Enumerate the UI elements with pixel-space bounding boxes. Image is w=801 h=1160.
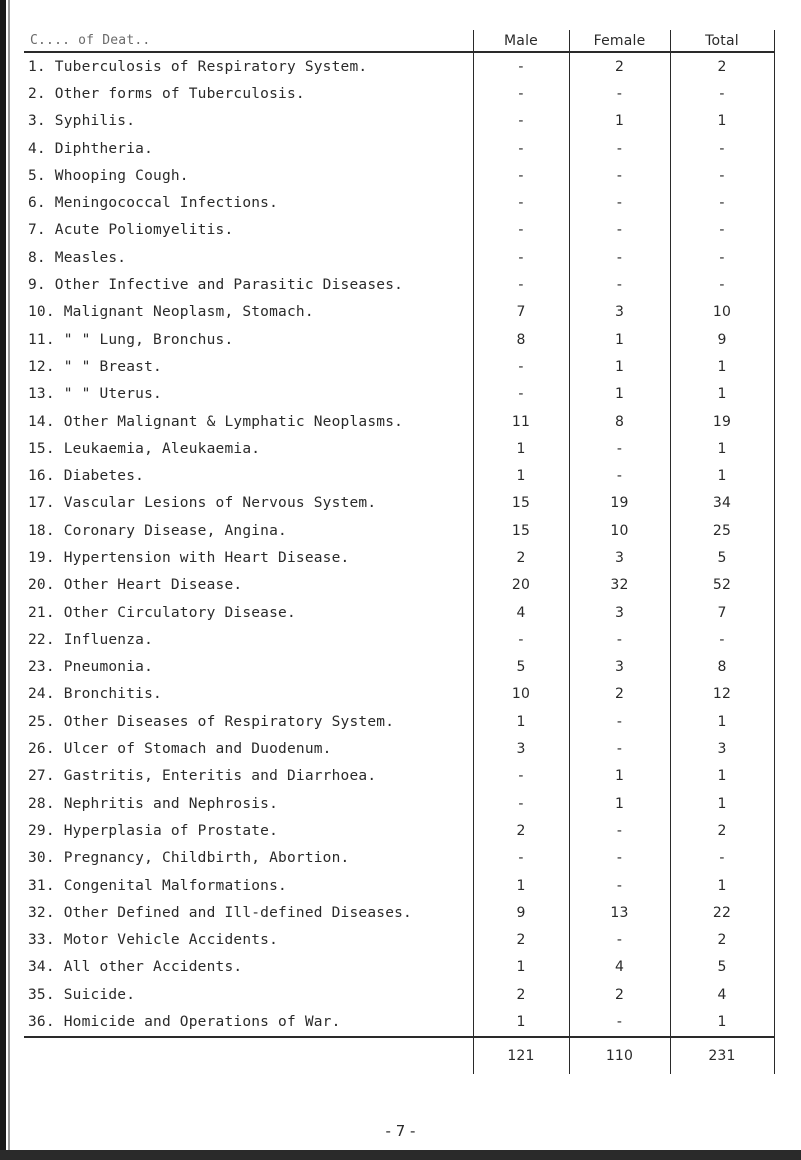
female-count-cell: - [569,1008,670,1036]
table-row [24,654,774,681]
cause-cell: 29. Hyperplasia of Prostate. [28,822,279,839]
total-count-cell: 25 [670,517,774,544]
cause-cell: 11. " " Lung, Bronchus. [28,331,234,348]
total-female: 110 [569,1037,670,1074]
total-count-cell: 1 [670,462,774,489]
female-count-cell: - [569,80,670,107]
table-row [24,326,774,353]
male-count-cell: - [473,108,569,135]
cause-cell: 33. Motor Vehicle Accidents. [28,932,279,949]
table-row [24,52,774,80]
female-count-cell: 4 [569,954,670,981]
male-count-cell: - [473,845,569,872]
table-row [24,981,774,1008]
female-count-cell: 3 [569,654,670,681]
total-count-cell: 9 [670,326,774,353]
male-count-cell: 2 [473,927,569,954]
table-row [24,790,774,817]
female-count-cell: 1 [569,108,670,135]
male-count-cell: 20 [473,572,569,599]
female-count-cell: 1 [569,381,670,408]
female-count-cell: - [569,817,670,844]
male-count-cell: 3 [473,735,569,762]
female-count-cell: 2 [569,52,670,80]
female-count-cell: - [569,708,670,735]
female-count-cell: 3 [569,599,670,626]
female-count-cell: - [569,735,670,762]
female-count-cell: - [569,435,670,462]
table-row [24,80,774,107]
total-count-cell: 3 [670,735,774,762]
table-row [24,490,774,517]
male-count-cell: - [473,244,569,271]
male-count-cell: - [473,626,569,653]
table-row [24,626,774,653]
header-female: Female [569,30,670,52]
male-count-cell: - [473,271,569,298]
total-count-cell: 52 [670,572,774,599]
female-count-cell: - [569,872,670,899]
male-count-cell: - [473,353,569,380]
female-count-cell: - [569,217,670,244]
table-row [24,435,774,462]
male-count-cell: 1 [473,708,569,735]
male-count-cell: - [473,189,569,216]
total-count-cell: 1 [670,708,774,735]
male-count-cell: - [473,135,569,162]
female-count-cell: 32 [569,572,670,599]
cause-cell: 31. Congenital Malformations. [28,877,287,894]
header-cause: C.... of Deat.. [24,30,473,52]
cause-cell: 2. Other forms of Tuberculosis. [28,85,305,102]
total-count-cell: 1 [670,763,774,790]
total-count-cell: 2 [670,52,774,80]
total-count-cell: 1 [670,1008,774,1036]
total-count-cell: - [670,135,774,162]
table-row [24,189,774,216]
cause-cell: 10. Malignant Neoplasm, Stomach. [28,304,314,321]
table-row [24,599,774,626]
cause-cell: 14. Other Malignant & Lymphatic Neoplasms. [28,413,404,430]
female-count-cell: 2 [569,681,670,708]
table-row [24,927,774,954]
male-count-cell: 1 [473,872,569,899]
male-count-cell: 7 [473,299,569,326]
table-row [24,299,774,326]
table-row [24,899,774,926]
total-count-cell: - [670,626,774,653]
total-count-cell: 10 [670,299,774,326]
male-count-cell: 10 [473,681,569,708]
page-number: - 7 - [385,1122,416,1140]
table-row [24,462,774,489]
table-row [24,217,774,244]
cause-cell: 9. Other Infective and Parasitic Diseases. [28,277,404,294]
female-count-cell: 3 [569,544,670,571]
total-count-cell: - [670,80,774,107]
cause-cell: 4. Diphtheria. [28,140,154,157]
table-row [24,353,774,380]
totals-label-cell [24,1037,473,1074]
cause-cell: 24. Bronchitis. [28,686,162,703]
table-row [24,271,774,298]
header-total: Total [670,30,774,52]
male-count-cell: 15 [473,517,569,544]
cause-cell: 17. Vascular Lesions of Nervous System. [28,495,377,512]
male-count-cell: 1 [473,954,569,981]
female-count-cell: - [569,162,670,189]
female-count-cell: 10 [569,517,670,544]
cause-cell: 15. Leukaemia, Aleukaemia. [28,440,261,457]
scan-edge-line [8,0,10,1160]
female-count-cell: 3 [569,299,670,326]
table-row [24,681,774,708]
cause-cell: 25. Other Diseases of Respiratory System. [28,713,395,730]
cause-cell: 26. Ulcer of Stomach and Duodenum. [28,741,332,758]
male-count-cell: 1 [473,435,569,462]
total-count-cell: - [670,845,774,872]
male-count-cell: 9 [473,899,569,926]
cause-cell: 21. Other Circulatory Disease. [28,604,296,621]
female-count-cell: - [569,626,670,653]
total-count-cell: 1 [670,353,774,380]
male-count-cell: - [473,162,569,189]
male-count-cell: - [473,790,569,817]
female-count-cell: 1 [569,763,670,790]
total-all: 231 [670,1037,774,1074]
total-count-cell: 1 [670,872,774,899]
cause-cell: 16. Diabetes. [28,468,145,485]
table-row [24,517,774,544]
male-count-cell: 2 [473,817,569,844]
female-count-cell: 1 [569,790,670,817]
cause-cell: 23. Pneumonia. [28,659,154,676]
male-count-cell: 5 [473,654,569,681]
table-header-row [24,30,774,52]
male-count-cell: 2 [473,544,569,571]
male-count-cell: 8 [473,326,569,353]
female-count-cell: - [569,135,670,162]
table-row [24,708,774,735]
cause-cell: 36. Homicide and Operations of War. [24,1008,473,1036]
table-row [24,872,774,899]
cause-cell: 18. Coronary Disease, Angina. [28,522,287,539]
cause-cell: 6. Meningococcal Infections. [28,195,279,212]
cause-cell: 34. All other Accidents. [28,959,243,976]
female-count-cell: 1 [569,326,670,353]
cause-cell: 20. Other Heart Disease. [28,577,243,594]
total-count-cell: 1 [670,381,774,408]
female-count-cell: 8 [569,408,670,435]
male-count-cell: - [473,80,569,107]
total-count-cell: 12 [670,681,774,708]
male-count-cell: 4 [473,599,569,626]
total-male: 121 [473,1037,569,1074]
table-row [24,1008,774,1036]
male-count-cell: 15 [473,490,569,517]
female-count-cell: - [569,462,670,489]
cause-cell: 32. Other Defined and Ill-defined Diseases. [28,904,412,921]
cause-cell: 30. Pregnancy, Childbirth, Abortion. [28,850,350,867]
cause-cell: 22. Influenza. [28,631,154,648]
total-count-cell: 22 [670,899,774,926]
table-body [24,52,774,1037]
total-count-cell: 2 [670,817,774,844]
total-count-cell: 8 [670,654,774,681]
table-row [24,544,774,571]
female-count-cell: - [569,271,670,298]
cause-cell: 5. Whooping Cough. [28,167,189,184]
female-count-cell: - [569,845,670,872]
male-count-cell: 11 [473,408,569,435]
total-count-cell: 1 [670,108,774,135]
male-count-cell: 2 [473,981,569,1008]
totals-row [24,1037,774,1074]
male-count-cell: 1 [473,1008,569,1036]
header-male: Male [473,30,569,52]
cause-cell: 28. Nephritis and Nephrosis. [28,795,279,812]
table-row [24,817,774,844]
total-count-cell: - [670,271,774,298]
cause-cell: 13. " " Uterus. [28,386,162,403]
total-count-cell: 34 [670,490,774,517]
male-count-cell: - [473,217,569,244]
total-count-cell: 5 [670,954,774,981]
total-count-cell: 1 [670,790,774,817]
female-count-cell: 2 [569,981,670,1008]
scan-edge-bottom [0,1150,801,1160]
cause-cell: 19. Hypertension with Heart Disease. [28,549,350,566]
cause-cell: 8. Measles. [28,249,127,266]
cause-cell: 35. Suicide. [28,986,136,1003]
table-row [24,845,774,872]
total-count-cell: 7 [670,599,774,626]
cause-cell: 27. Gastritis, Enteritis and Diarrhoea. [28,768,377,785]
total-count-cell: - [670,217,774,244]
male-count-cell: - [473,763,569,790]
causes-of-death-table-container [24,30,774,1084]
table-row [24,381,774,408]
causes-of-death-table [24,30,775,1074]
table-row [24,408,774,435]
male-count-cell: - [473,381,569,408]
total-count-cell: - [670,162,774,189]
table-row [24,135,774,162]
total-count-cell: - [670,189,774,216]
table-row [24,244,774,271]
total-count-cell: 4 [670,981,774,1008]
cause-cell: 1. Tuberculosis of Respiratory System. [28,58,368,75]
female-count-cell: 19 [569,490,670,517]
table-row [24,763,774,790]
table-row [24,108,774,135]
total-count-cell: 2 [670,927,774,954]
total-count-cell: 5 [670,544,774,571]
table-row [24,572,774,599]
total-count-cell: - [670,244,774,271]
cause-cell: 12. " " Breast. [28,358,162,375]
female-count-cell: 1 [569,353,670,380]
total-count-cell: 1 [670,435,774,462]
cause-cell: 7. Acute Poliomyelitis. [28,222,234,239]
female-count-cell: 13 [569,899,670,926]
male-count-cell: - [473,52,569,80]
table-row [24,954,774,981]
table-row [24,735,774,762]
cause-cell: 3. Syphilis. [28,113,136,130]
table-row [24,162,774,189]
female-count-cell: - [569,189,670,216]
female-count-cell: - [569,244,670,271]
scan-edge-left [0,0,6,1160]
female-count-cell: - [569,927,670,954]
male-count-cell: 1 [473,462,569,489]
total-count-cell: 19 [670,408,774,435]
